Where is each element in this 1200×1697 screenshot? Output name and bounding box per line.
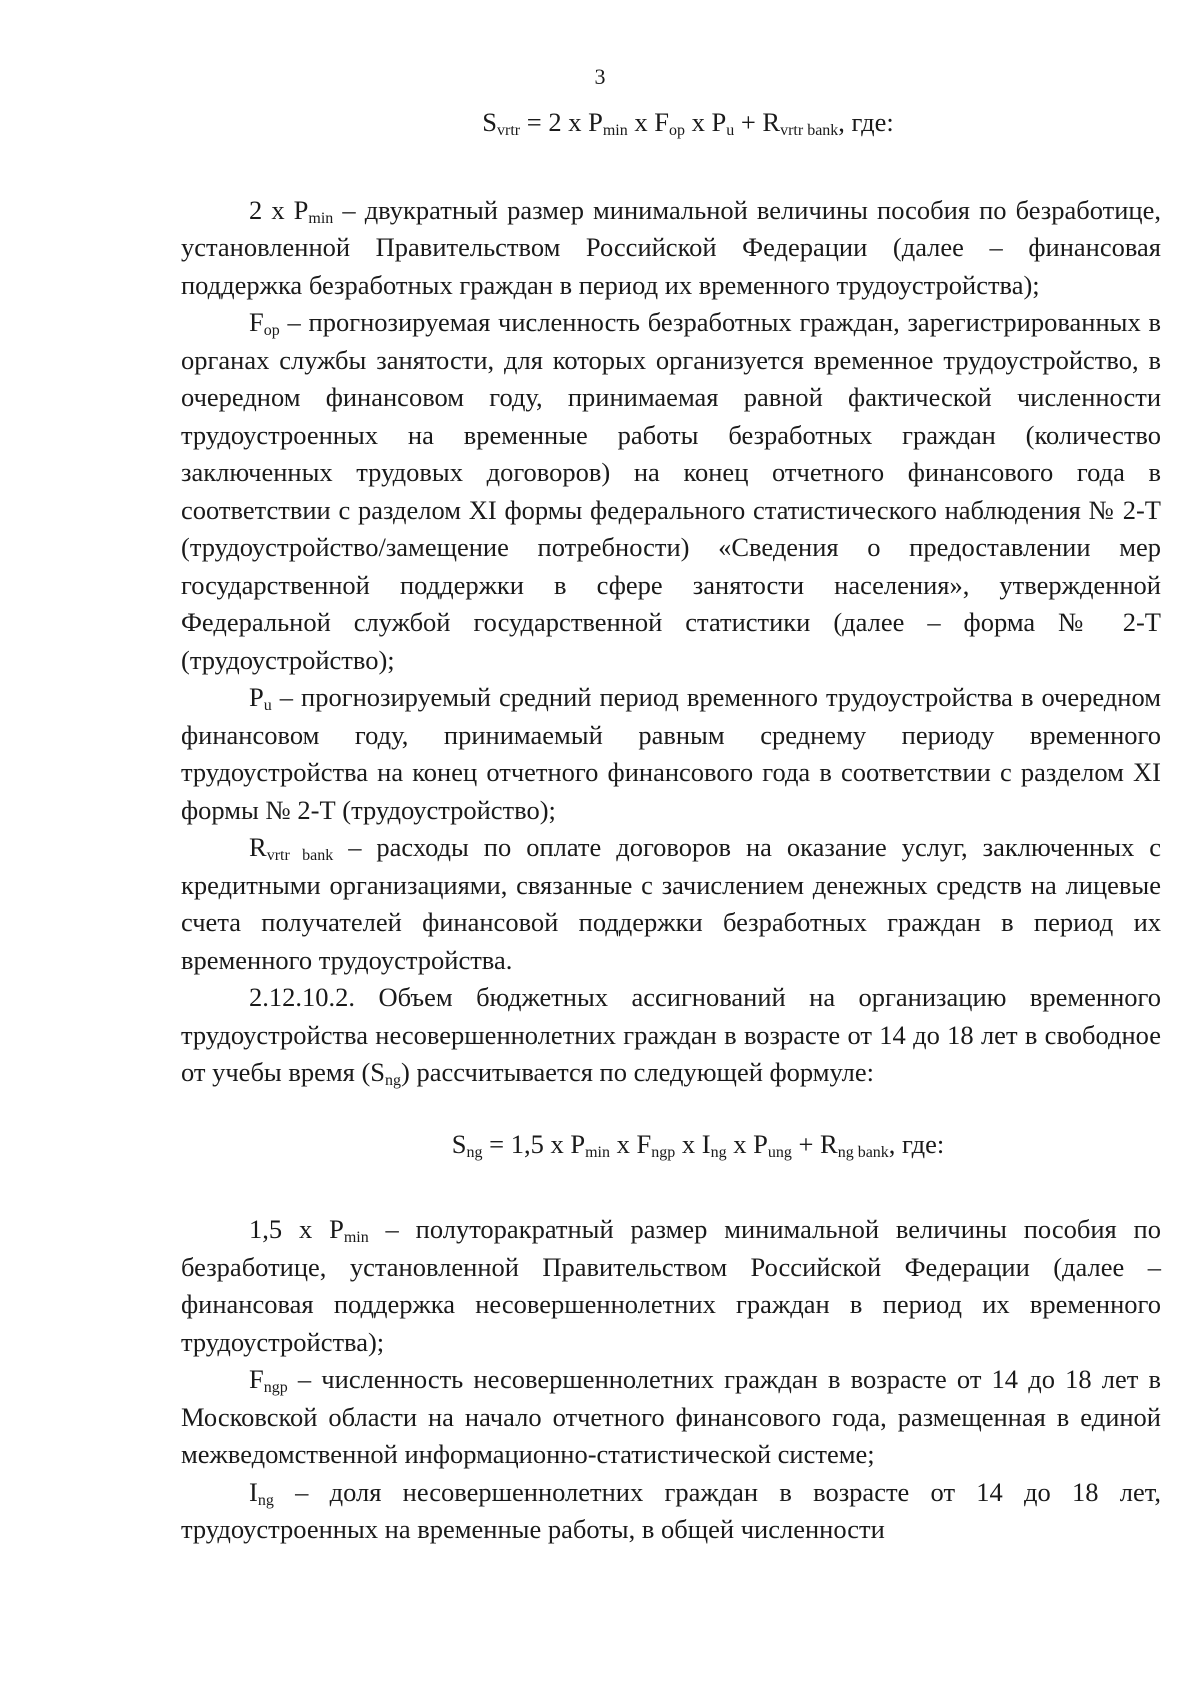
page-number: 3 (594, 64, 606, 89)
formula-svrtr: $S_{vrtr} = 2$ x $P_{min}$ x $F_{op}$ x $P_u + R_{vrtr bank}$, где: (482, 107, 894, 139)
definition-fop: $F_{op}$ – прогнозируемая численность безработных граждан, зарегистрированных в органах службы занятости, для которых организуется временное трудоустройство, в очередном финансовом году, принимаемая равной фактической численности трудоустроенных на временные работы безработных граждан (количество заключенных трудовых договоров) на конец отчетного финансового года в соответствии с разделом XI формы федерального статистического наблюдения № 2-Т (трудоустройство/замещение потребности) «Сведения о предоставлении мер государственной поддержки в сфере занятости населения», утвержденной Федеральной службой государственной статистики (далее – форма № 2-Т (трудоустройство); (181, 307, 1161, 675)
definition-fngp: $F_{ngp}$ – численность несовершеннолетних граждан в возрасте от 14 до 18 лет в Московской области на начало отчетного финансового года, размещенная в единой межведомственной информационно-статистической системе; (181, 1364, 1161, 1469)
formula-sng-symbol: S (451, 1128, 467, 1159)
formula-sng: $S_{ng} = 1,5$ x $P_{min}$ x $F_{ngp}$ x $I_{ng}$ x $P_{ung} + R_{ng bank}$, где: (451, 1128, 945, 1161)
definition-2pmin: 2 x $P_{min}$ – двукратный размер минимальной величины пособия по безработице, установленной Правительством Российской Федерации (далее – финансовая поддержка безработных граждан в период их временного трудоустройства); (181, 194, 1161, 300)
definition-ing: $I_{ng}$ – доля несовершеннолетних граждан в возрасте от 14 до 18 лет, трудоустроенных на временные работы, в общей численности (181, 1476, 1161, 1544)
definition-15pmin: 1,5 x $P_{min}$ – полуторакратный размер минимальной величины пособия по безработице, установленной Правительством Российской Федерации (далее – финансовая поддержка несовершеннолетних граждан в период их временного трудоустройства); (181, 1214, 1161, 1357)
section-2-12-10-2: 2.12.10.2. Объем бюджетных ассигнований на организацию временного трудоустройства несовершеннолетних граждан в возрасте от 14 до 18 лет в свободное от учебы время $(S_{ng})$ рассчитывается по следующей формуле: (181, 982, 1161, 1089)
definition-rvrtr-bank: $R_{vrtr bank}$ – расходы по оплате договоров на оказание услуг, заключенных с кредитными организациями, связанные с зачислением денежных средств на лицевые счета получателей финансовой поддержки безработных граждан в период их временного трудоустройства. (181, 832, 1161, 975)
formula-svrtr-symbol: S (482, 107, 498, 137)
definition-pu: $P_u$ – прогнозируемый средний период временного трудоустройства в очередном финансовом году, принимаемый равным среднему периоду временного трудоустройства на конец отчетного финансового года в соответствии с разделом XI формы № 2-Т (трудоустройство); (181, 682, 1161, 825)
document-body (181, 104, 1161, 1549)
